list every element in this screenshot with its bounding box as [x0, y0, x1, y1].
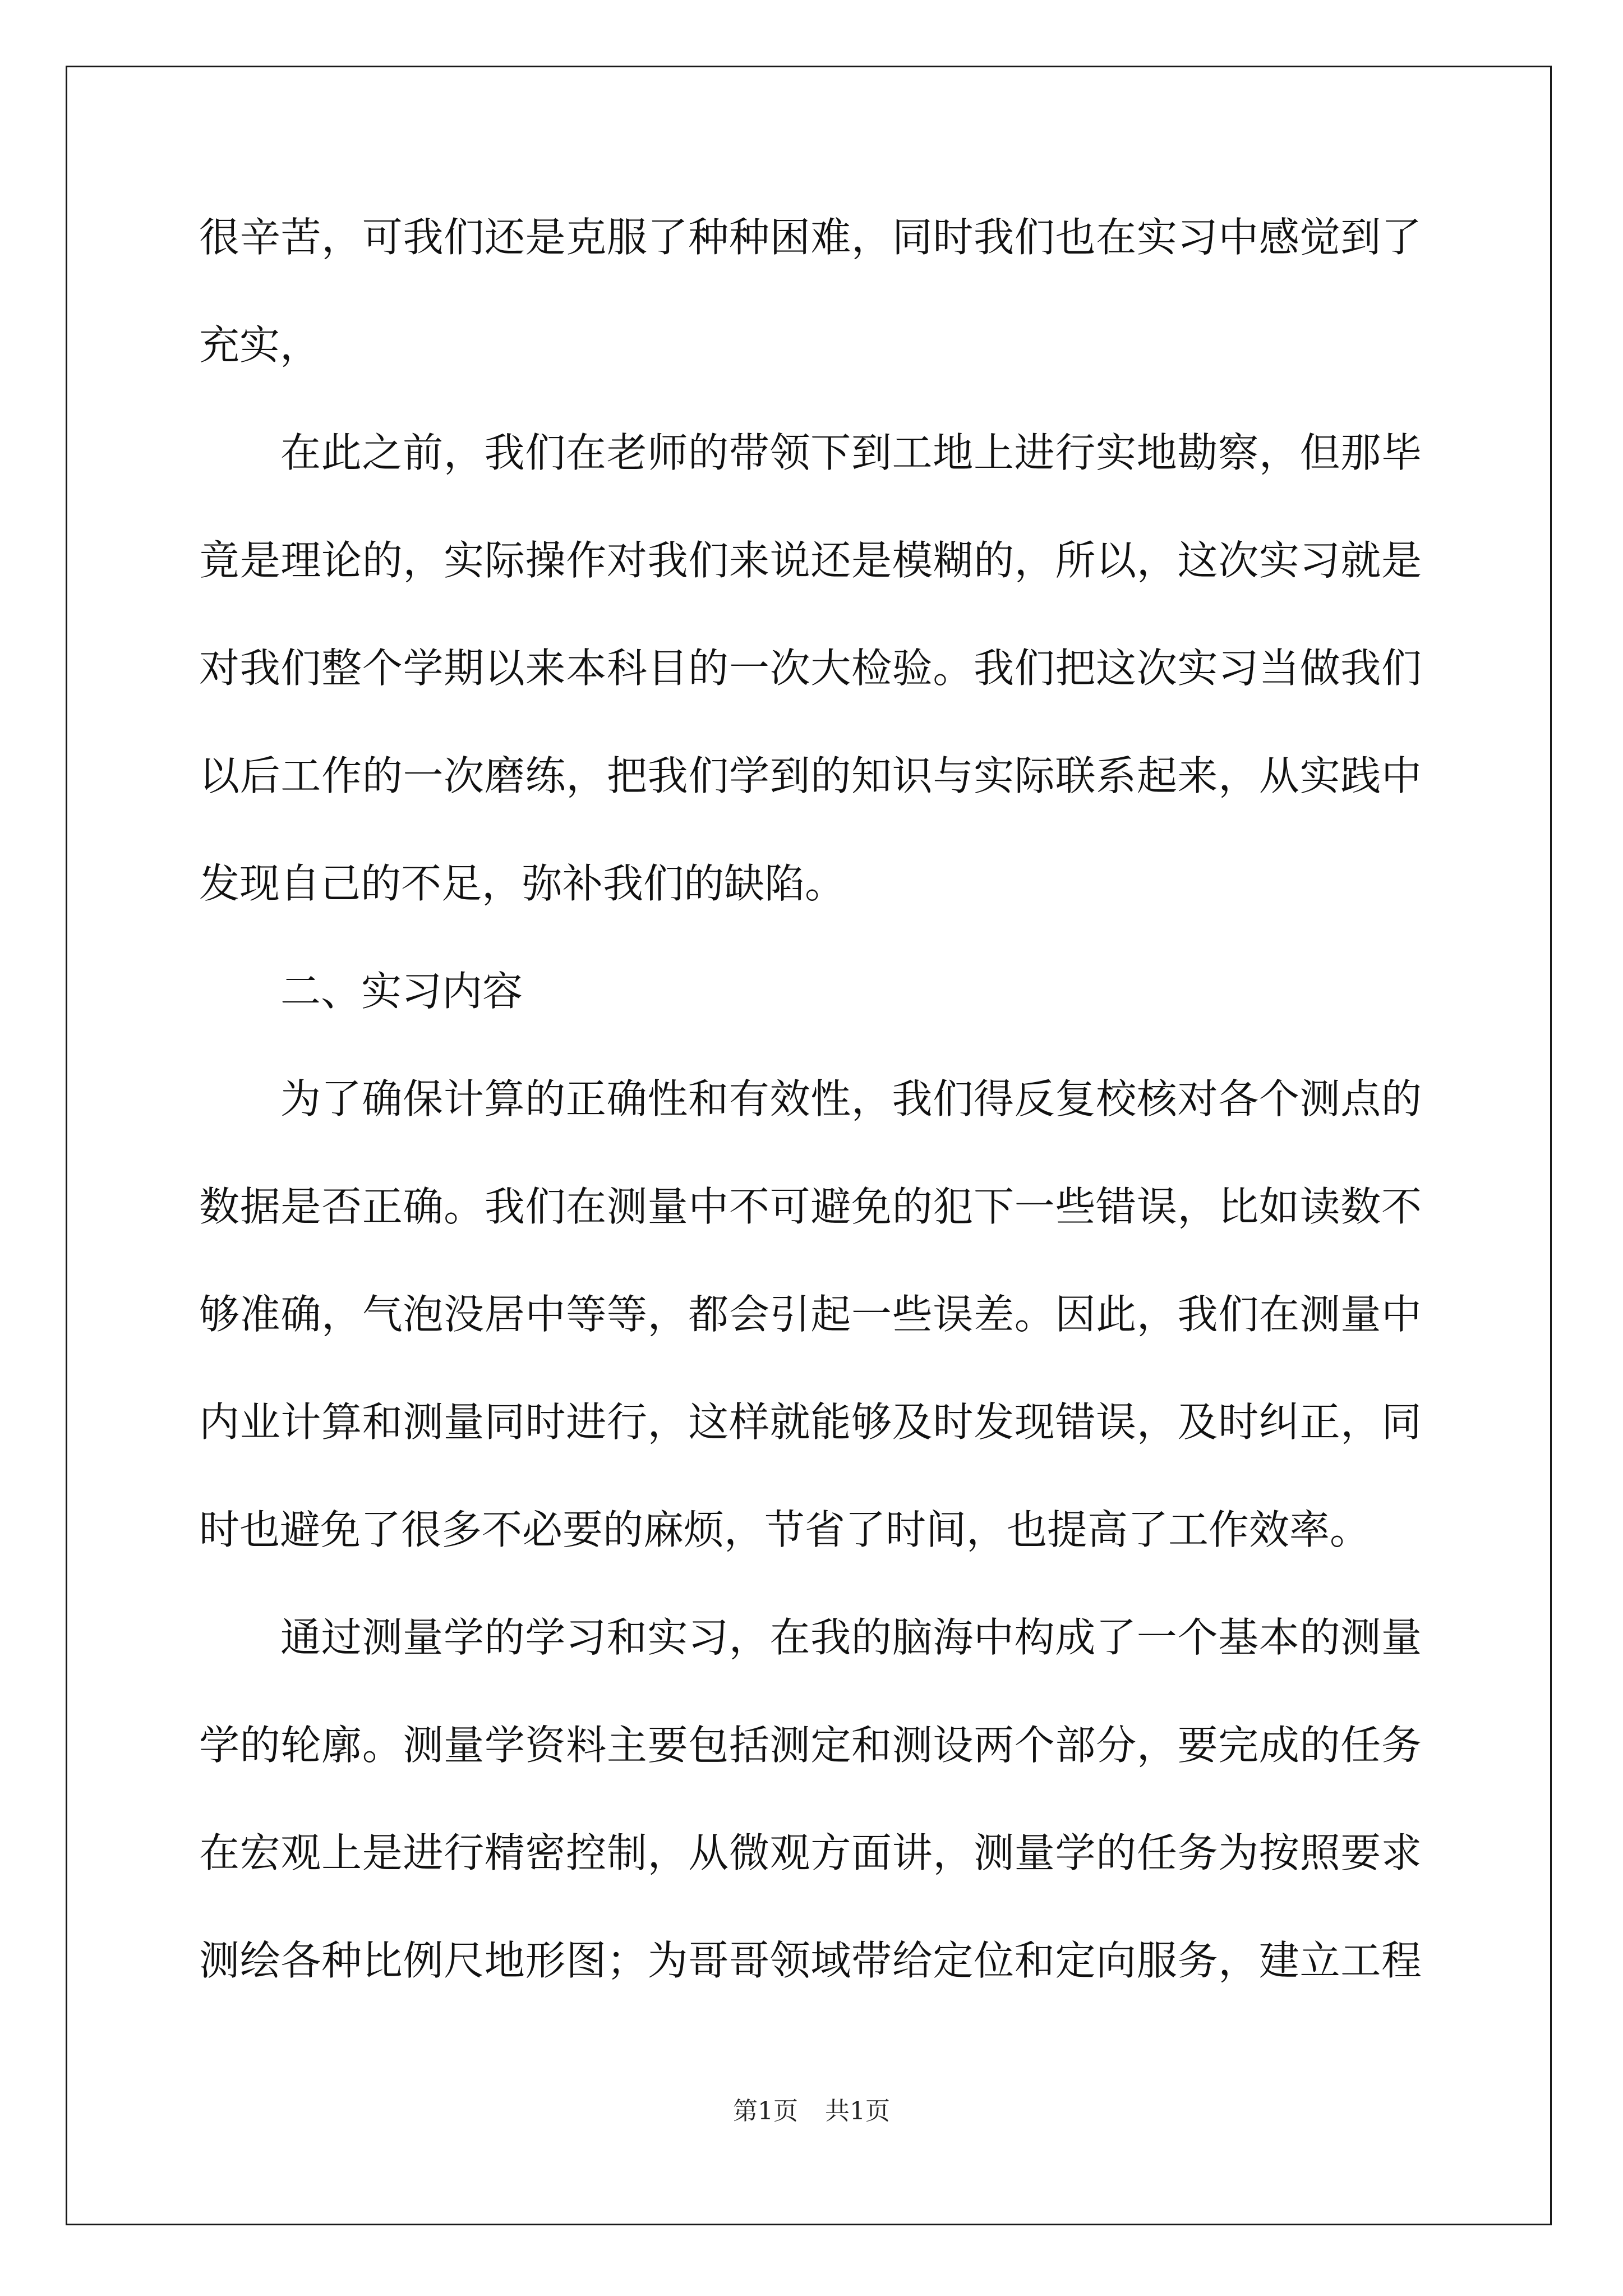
page-number: 第1页	[733, 2097, 798, 2125]
line-text: 测绘各种比例尺地形图；为哥哥领域带给定位和定向服务，建立工程	[199, 1937, 1422, 1984]
document-body	[199, 210, 1422, 2041]
line-text: 时也避免了很多不必要的麻烦，节省了时间，也提高了工作效率。	[199, 1506, 1371, 1553]
text-line	[199, 749, 1422, 857]
page-footer	[0, 2096, 1623, 2127]
line-text: 很辛苦，可我们还是克服了种种困难，同时我们也在实习中感觉到了	[199, 214, 1422, 261]
line-text: 通过测量学的学习和实习，在我的脑海中构成了一个基本的测量	[280, 1614, 1422, 1661]
line-text: 在此之前，我们在老师的带领下到工地上进行实地勘察，但那毕	[280, 429, 1422, 476]
text-line	[199, 533, 1422, 641]
text-line	[199, 641, 1422, 749]
text-line	[199, 1934, 1422, 2041]
section-heading	[199, 964, 1422, 1072]
line-text: 以后工作的一次磨练，把我们学到的知识与实际联系起来，从实践中	[199, 752, 1422, 799]
line-text: 为了确保计算的正确性和有效性，我们得反复校核对各个测点的	[280, 1075, 1422, 1122]
line-text: 对我们整个学期以来本科目的一次大检验。我们把这次实习当做我们	[199, 645, 1422, 692]
line-text: 发现自己的不足，弥补我们的缺陷。	[199, 860, 846, 907]
text-line	[199, 426, 1422, 533]
line-text: 够准确，气泡没居中等等，都会引起一些误差。因此，我们在测量中	[199, 1291, 1422, 1338]
text-line	[199, 318, 1422, 426]
line-text: 在宏观上是进行精密控制，从微观方面讲，测量学的任务为按照要求	[199, 1829, 1422, 1876]
text-line	[199, 1718, 1422, 1826]
line-text: 数据是否正确。我们在测量中不可避免的犯下一些错误，比如读数不	[199, 1183, 1422, 1230]
text-line	[199, 1611, 1422, 1718]
text-line	[199, 1180, 1422, 1287]
line-text: 学的轮廓。测量学资料主要包括测定和测设两个部分，要完成的任务	[199, 1722, 1422, 1769]
line-text: 充实，	[199, 321, 321, 369]
line-text: 竟是理论的，实际操作对我们来说还是模糊的，所以，这次实习就是	[199, 537, 1422, 584]
text-line	[199, 857, 1422, 964]
line-text: 内业计算和测量同时进行，这样就能够及时发现错误，及时纠正，同	[199, 1398, 1422, 1446]
text-line	[199, 1826, 1422, 1934]
text-line	[199, 1072, 1422, 1180]
text-line	[199, 210, 1422, 318]
text-line	[199, 1503, 1422, 1611]
section-heading-text: 二、实习内容	[280, 968, 523, 1015]
page-total: 共1页	[825, 2097, 890, 2125]
text-line	[199, 1395, 1422, 1503]
text-line	[199, 1287, 1422, 1395]
